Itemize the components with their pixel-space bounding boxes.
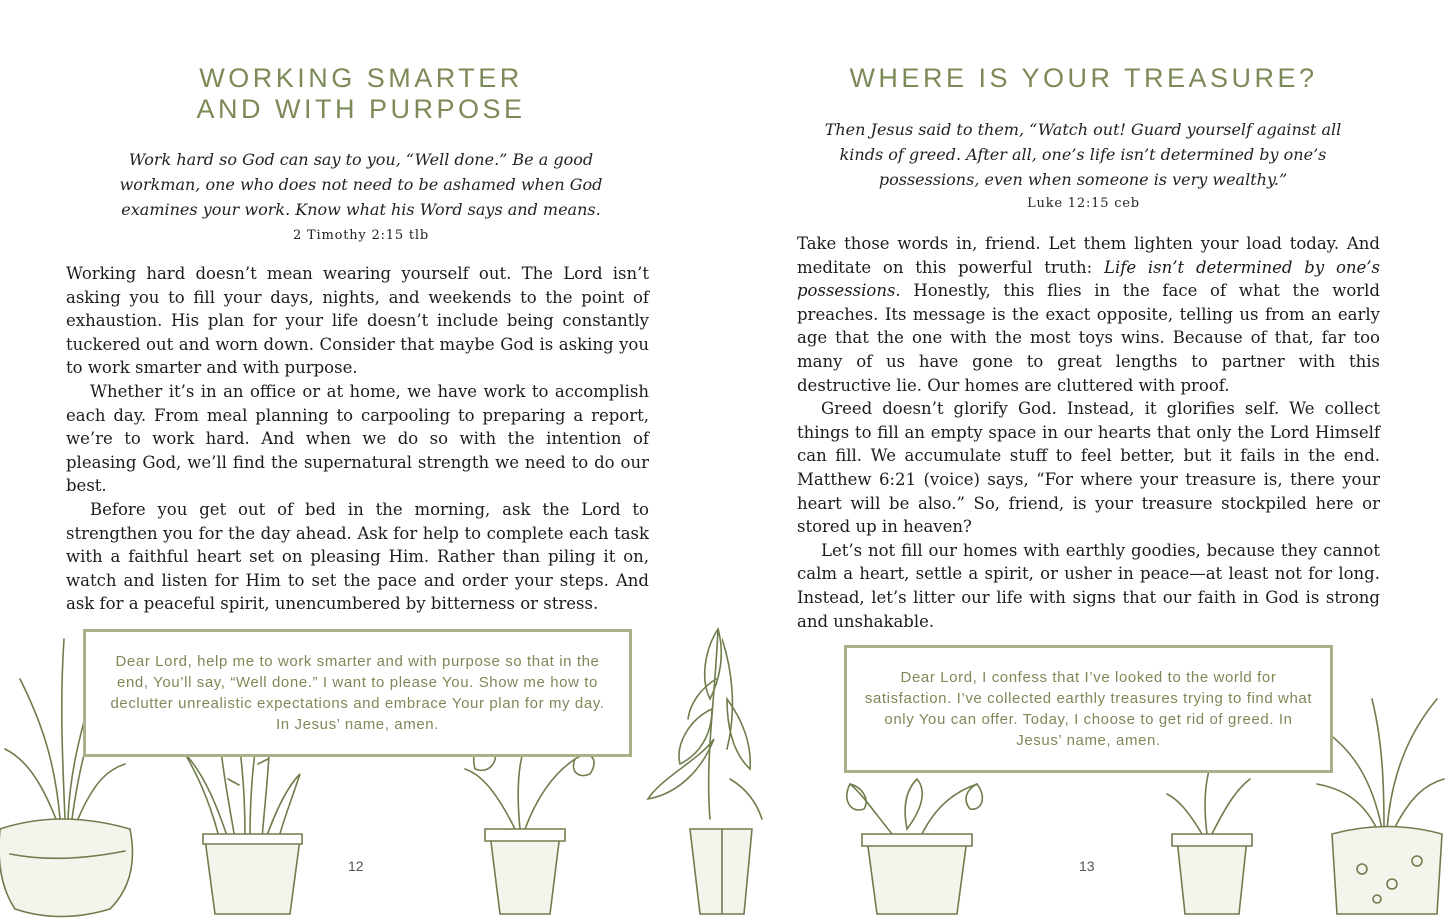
- right-paragraph-1: [797, 232, 1380, 397]
- right-page-title: WHERE IS YOUR TREASURE?: [849, 63, 1318, 93]
- right-page-number: 13: [1079, 858, 1095, 874]
- right-paragraph-3: Let’s not fill our homes with earthly goodies, because they cannot calm a heart, settle a spirit, or usher in peace—at least not for long. Instead, let’s litter our life with signs that our faith in God is strong and unshakable.: [797, 540, 1380, 631]
- right-verse-reference: Luke 12:15 ceb: [1027, 196, 1140, 211]
- left-paragraph-1: Working hard doesn’t mean wearing yourself out. The Lord isn’t asking you to fill your days, nights, and weekends to the point of exhaustion. His plan for your life doesn’t include being constantly tuckered out and worn down. Consider that maybe God is asking you to work smarter and with purpose.: [66, 264, 649, 378]
- right-prayer-text: Dear Lord, I confess that I’ve looked to the world for satisfaction. I’ve collected earthly treasures trying to find what only You can offer. Today, I choose to get rid of greed. In Jesus’ name, amen.: [864, 669, 1313, 749]
- left-paragraph-2: Whether it’s in an office or at home, we have work to accomplish each day. From meal planning to carpooling to preparing a report, we’re to work hard. And when we do so with the intention of pleasing God, we’ll find the supernatural strength we need to do our best.: [66, 381, 649, 496]
- left-prayer-text: Dear Lord, help me to work smarter and with purpose so that in the end, You’ll say, “Well done.” I want to please You. Show me how to declutter unrealistic expectations and embrace Your plan for my day. In Jesus’ name, amen.: [110, 653, 605, 733]
- left-verse: Work hard so God can say to you, “Well done.” Be a good workman, one who does not need to be ashamed when God examines your work. Know what his Word says and means.: [119, 150, 603, 219]
- right-paragraph-1-end: Honestly, this flies in the face of what the world preaches. Its message is the exact opposite, telling us from an early age that the one with the most toys wins. Because of that, far too many of us have gone to great lengths to partner with this destructive lie. Our homes are cluttered with proof.: [797, 281, 1380, 395]
- right-page: [722, 0, 1445, 919]
- spider-plant-icon: [1317, 699, 1444, 914]
- dieffenbachia-plant-icon: [648, 629, 722, 914]
- left-paragraph-3: Before you get out of bed in the morning, ask the Lord to strengthen you for the day ahead. Ask for help to complete each task with a faithful heart set on pleasing Him. Rather than piling it on, watch and listen for Him to set the pace and order your steps. And ask for a peaceful spirit, unencumbered by bitterness or stress.: [66, 499, 649, 614]
- right-body-text: [797, 232, 1380, 633]
- right-paragraph-1-start: Take those words in, friend. Let them lighten your load today. And meditate on this powerful truth:: [797, 234, 1380, 277]
- left-page-title: WORKING SMARTER AND WITH PURPOSE: [196, 63, 526, 124]
- right-paragraph-2: Greed doesn’t glorify God. Instead, it glorifies self. We collect things to fill an empty space in our hearts that only the Lord Himself can fill. We accumulate stuff to feel better, but it fails in the end. Matthew 6:21 (voice) says, “For where your treasure is, there your heart will be also.” So, friend, is your treasure stockpiled here or stored up in heaven?: [797, 399, 1380, 537]
- left-verse-reference: 2 Timothy 2:15 tlb: [293, 228, 429, 243]
- left-page: [0, 0, 722, 919]
- left-body-text: [66, 262, 649, 616]
- right-paragraph-1-italic: Life isn’t determined by one’s possessions.: [797, 257, 1380, 301]
- dieffenbachia-leaf-icon: [722, 639, 762, 914]
- right-verse: Then Jesus said to them, “Watch out! Guard yourself against all kinds of greed. After all, one’s life isn’t determined by one’s possessions, even when someone is very wealthy.”: [824, 120, 1342, 189]
- left-prayer-box: [83, 629, 632, 757]
- pothos-plant-icon: [847, 779, 983, 914]
- left-page-number: 12: [348, 858, 364, 874]
- right-prayer-box: [844, 645, 1333, 773]
